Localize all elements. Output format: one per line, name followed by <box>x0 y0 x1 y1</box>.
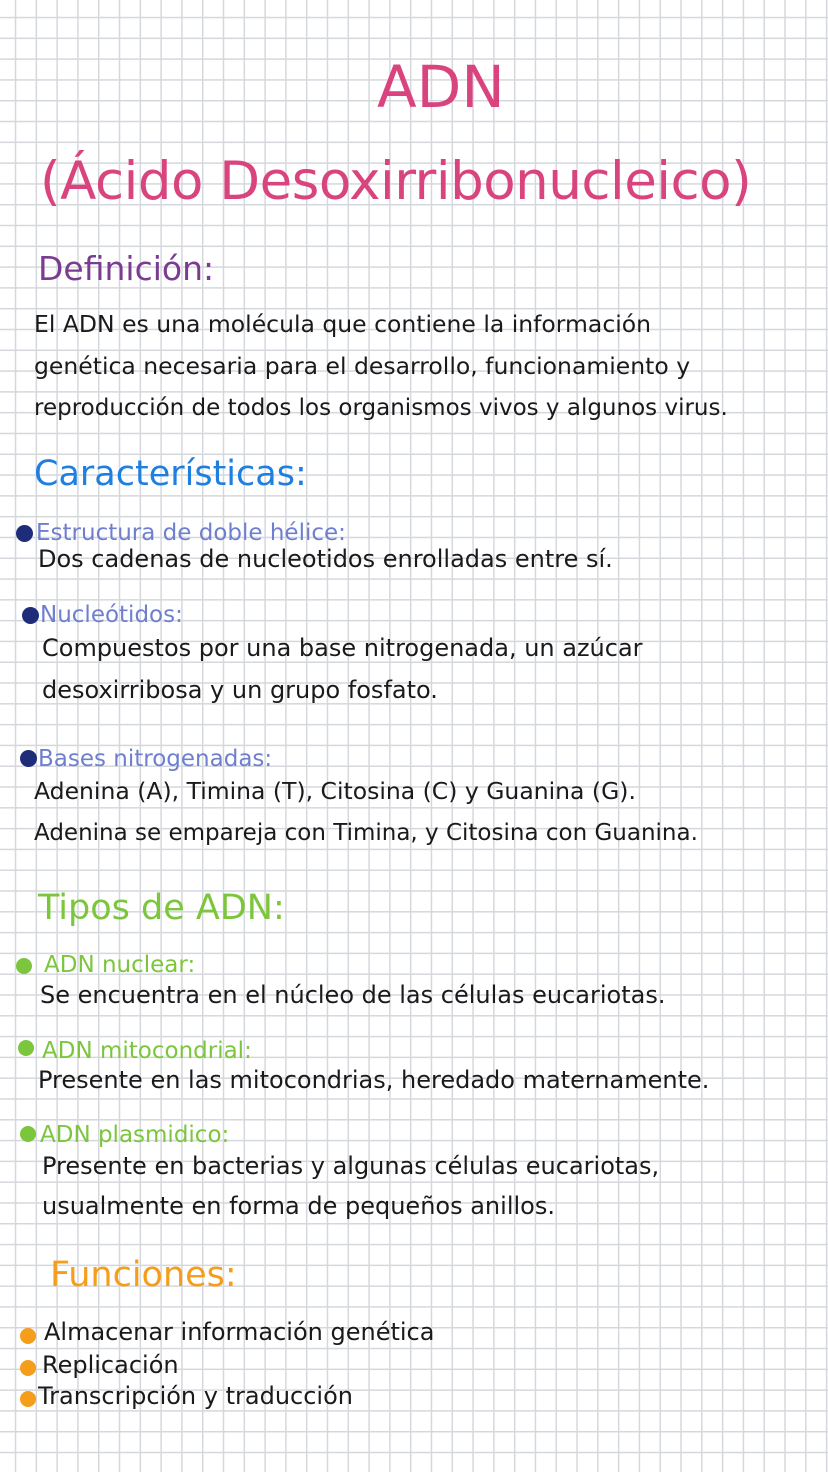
definition-line: El ADN es una molécula que contiene la información <box>34 310 652 338</box>
type-label: ADN nuclear: <box>44 952 196 978</box>
function-item: Transcripción y traducción <box>38 1382 353 1410</box>
function-item: Replicación <box>42 1351 179 1379</box>
characteristic-label: Nucleótidos: <box>40 602 183 628</box>
page-subtitle: (Ácido Desoxirribonucleico) <box>40 151 752 212</box>
characteristic-text: desoxirribosa y un grupo fosfato. <box>42 676 438 704</box>
green-bullet-icon <box>20 1126 36 1142</box>
page-title: ADN <box>377 53 505 121</box>
definition-line: reproducción de todos los organismos vivos y algunos virus. <box>34 395 728 421</box>
characteristics-heading: Características: <box>34 454 307 494</box>
green-bullet-icon <box>18 1040 34 1056</box>
orange-bullet-icon <box>20 1360 36 1376</box>
characteristic-label: Bases nitrogenadas: <box>38 746 273 772</box>
orange-bullet-icon <box>20 1391 36 1407</box>
function-item: Almacenar información genética <box>44 1318 435 1346</box>
types-heading: Tipos de ADN: <box>38 888 285 928</box>
navy-bullet-icon <box>22 607 39 624</box>
type-text: usualmente en forma de pequeños anillos. <box>42 1192 555 1220</box>
characteristic-text: Adenina (A), Timina (T), Citosina (C) y Guanina (G). <box>34 777 636 805</box>
type-text: Presente en bacterias y algunas células eucariotas, <box>42 1152 660 1180</box>
type-text: Presente en las mitocondrias, heredado maternamente. <box>38 1066 710 1094</box>
type-label: ADN mitocondrial: <box>42 1038 252 1064</box>
characteristic-text: Adenina se empareja con Timina, y Citosina con Guanina. <box>34 820 698 846</box>
definition-line: genética necesaria para el desarrollo, funcionamiento y <box>34 352 691 380</box>
orange-bullet-icon <box>20 1328 36 1344</box>
characteristic-label: Estructura de doble hélice: <box>36 520 346 546</box>
functions-heading: Funciones: <box>50 1255 237 1295</box>
navy-bullet-icon <box>20 750 37 767</box>
characteristic-text: Dos cadenas de nucleotidos enrolladas entre sí. <box>38 545 613 573</box>
navy-bullet-icon <box>16 525 33 542</box>
type-text: Se encuentra en el núcleo de las células eucariotas. <box>40 981 666 1009</box>
type-label: ADN plasmidico: <box>40 1122 230 1148</box>
green-bullet-icon <box>16 958 32 974</box>
characteristic-text: Compuestos por una base nitrogenada, un azúcar <box>42 634 643 662</box>
definition-heading: Definición: <box>38 249 215 288</box>
